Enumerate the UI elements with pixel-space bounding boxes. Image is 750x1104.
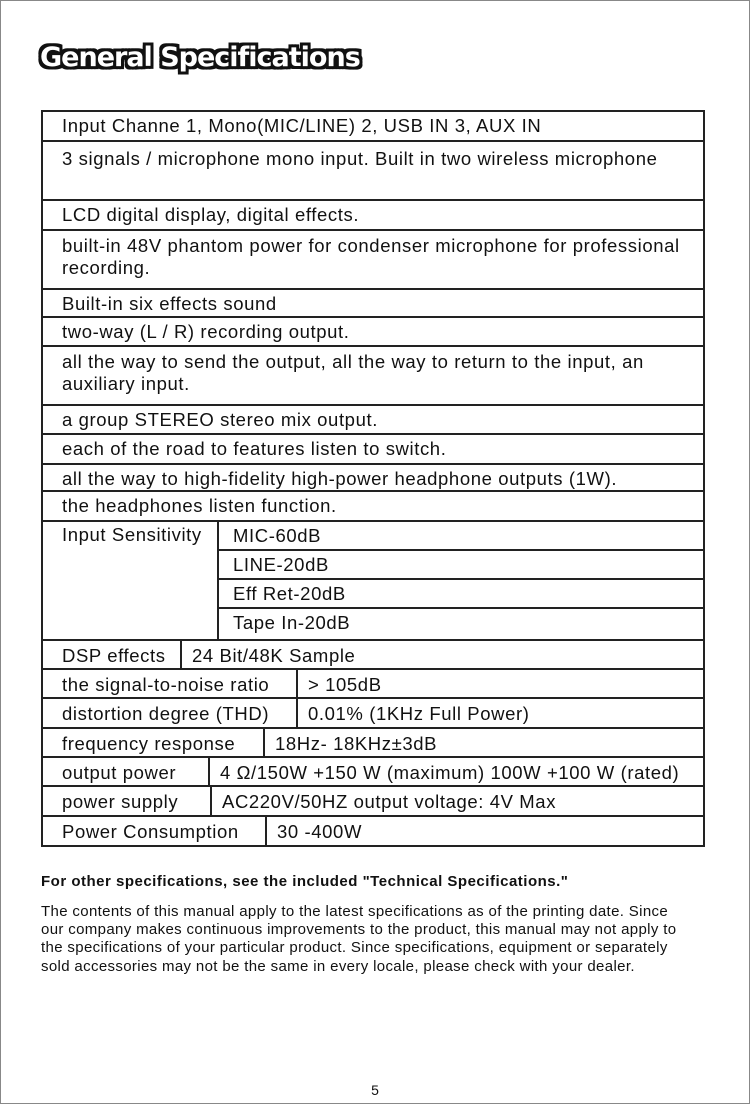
- spec-label: frequency response: [43, 729, 265, 756]
- page-number: 5: [371, 1082, 379, 1098]
- spec-value: MIC-60dB: [219, 522, 703, 551]
- spec-value: Eff Ret-20dB: [219, 580, 703, 609]
- spec-row: LCD digital display, digital effects.: [43, 201, 703, 231]
- spec-pair-row: [43, 641, 703, 670]
- spec-label: Input Sensitivity: [43, 522, 219, 639]
- spec-table: [41, 110, 705, 847]
- spec-label: DSP effects: [43, 641, 182, 668]
- spec-pair-row: [43, 758, 703, 787]
- spec-row: each of the road to features listen to switch.: [43, 435, 703, 465]
- sensitivity-values: [219, 522, 703, 639]
- spec-value: 24 Bit/48K Sample: [192, 644, 356, 666]
- spec-value: LINE-20dB: [219, 551, 703, 580]
- spec-row: all the way to high-fidelity high-power headphone outputs (1W).: [43, 465, 703, 492]
- spec-value: 30 -400W: [277, 821, 363, 842]
- spec-row: the headphones listen function.: [43, 492, 703, 522]
- spec-value: > 105dB: [308, 673, 382, 695]
- spec-pair-row: [43, 817, 703, 847]
- spec-value: 4 Ω/150W +150 W (maximum) 100W +100 W (rated): [220, 761, 680, 783]
- spec-row: 3 signals / microphone mono input. Built in two wireless microphone: [43, 142, 703, 201]
- spec-pair-row: [43, 699, 703, 729]
- spec-label: distortion degree (THD): [43, 699, 298, 727]
- spec-value: AC220V/50HZ output voltage: 4V Max: [222, 791, 557, 812]
- spec-value: Tape In-20dB: [233, 612, 351, 633]
- spec-label: power supply: [43, 787, 212, 815]
- spec-row: built-in 48V phantom power for condenser microphone for professional recording.: [43, 231, 703, 290]
- spec-row: Input Channe 1, Mono(MIC/LINE) 2, USB IN 3, AUX IN: [43, 112, 703, 142]
- spec-value: 0.01% (1KHz Full Power): [308, 703, 530, 724]
- disclaimer-paragraph: The contents of this manual apply to the latest specifications as of the printing date. Since our company makes continuous improvements to the product, this manual may not apply to the specifications of your particular product. Since specifications, equipment or separately sold accessories may not be the same in every locale, please check with your dealer.: [41, 903, 677, 975]
- spec-label: Power Consumption: [43, 817, 267, 845]
- input-sensitivity-block: [43, 522, 703, 641]
- specifications-note-heading: For other specifications, see the included "Technical Specifications.": [41, 873, 569, 890]
- spec-pair-row: [43, 729, 703, 758]
- page-title: General Specifications: [40, 42, 360, 73]
- spec-pair-row: [43, 787, 703, 817]
- spec-row: all the way to send the output, all the way to return to the input, an auxiliary input.: [43, 347, 703, 406]
- spec-row: Built-in six effects sound: [43, 290, 703, 318]
- spec-label: the signal-to-noise ratio: [43, 670, 298, 697]
- spec-row: two-way (L / R) recording output.: [43, 318, 703, 347]
- spec-row: a group STEREO stereo mix output.: [43, 406, 703, 435]
- spec-value: 18Hz- 18KHz±3dB: [275, 732, 438, 754]
- spec-pair-row: [43, 670, 703, 699]
- spec-label: output power: [43, 758, 210, 785]
